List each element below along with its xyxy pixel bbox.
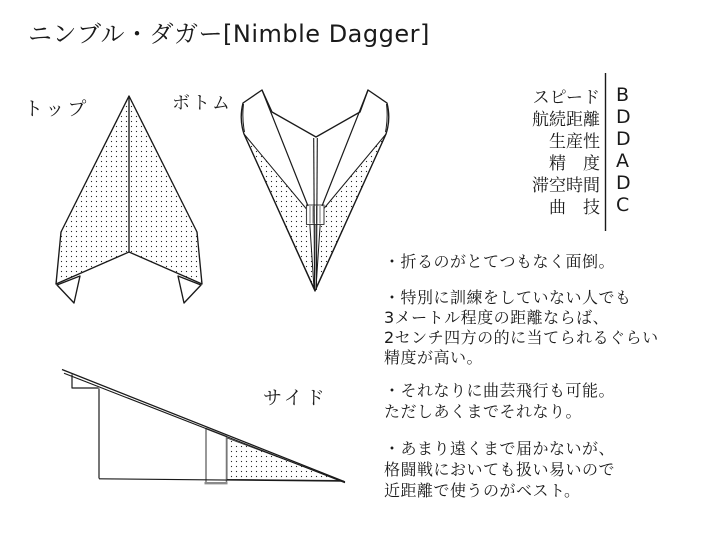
note-line: 3メートル程度の距離ならば、: [384, 308, 610, 327]
stat-row-productivity: [505, 128, 646, 150]
note-line: 2センチ四方の的に当てられるぐらい: [384, 328, 659, 347]
stat-row-airtime: [505, 172, 646, 194]
stat-grade: D: [616, 106, 631, 128]
top-view-label: トップ: [24, 98, 90, 120]
stat-row-range: [505, 106, 646, 128]
side-view-label: サイド: [263, 387, 328, 409]
stat-label: 生産性: [549, 131, 600, 152]
note-line: 精度が高い。: [384, 348, 484, 367]
stat-label: 曲 技: [549, 197, 600, 218]
stat-grade: A: [616, 150, 629, 172]
stat-label: 滞空時間: [532, 175, 600, 196]
page-title: ニンブル・ダガー[Nimble Dagger]: [28, 20, 430, 48]
bottom-view-lock-rect: [307, 205, 325, 225]
stat-grade: D: [616, 172, 631, 194]
stat-label: 航続距離: [532, 109, 600, 130]
stat-label: スピード: [532, 87, 600, 108]
bottom-view-label: ボトム: [172, 93, 232, 114]
stat-grade: D: [616, 128, 631, 150]
stat-row-accuracy: [505, 150, 646, 172]
stats-table: [505, 84, 646, 216]
bottom-view-drawing: [241, 90, 389, 291]
note-line: ・折るのがとてつもなく面倒。: [384, 252, 616, 271]
stat-row-aerobatics: [505, 194, 646, 216]
note-line: 近距離で使うのがベスト。: [384, 481, 581, 500]
top-view-drawing: [56, 96, 202, 303]
note-line: ただしあくまでそれなり。: [384, 402, 583, 421]
stat-grade: C: [616, 194, 630, 216]
note-line: ・あまり遠くまで届かないが、: [384, 439, 616, 458]
note-line: 格闘戦においても扱い易いので: [384, 460, 616, 479]
stat-row-speed: [505, 84, 646, 106]
side-view-flap: [206, 429, 227, 484]
note-line: ・特別に訓練をしていない人でも: [384, 288, 632, 307]
stat-grade: B: [616, 84, 630, 106]
note-line: ・それなりに曲芸飛行も可能。: [384, 381, 616, 400]
stat-label: 精 度: [549, 153, 600, 174]
